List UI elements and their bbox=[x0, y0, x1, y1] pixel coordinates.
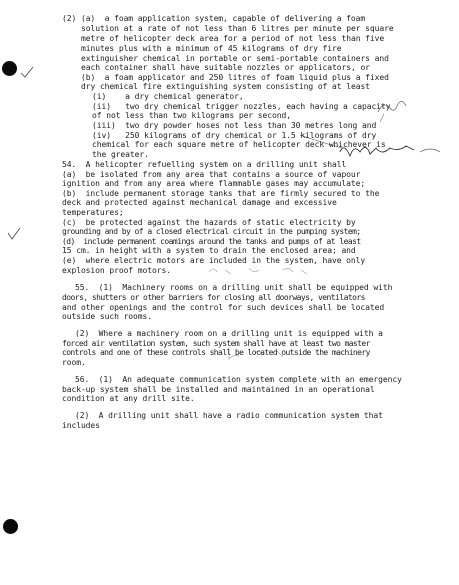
text-line: (i) a dry chemical generator, bbox=[92, 92, 244, 101]
text-line: each container shall have suitable nozzles or applicators, or bbox=[81, 63, 370, 72]
text-line: 54. A helicopter refuelling system on a drilling unit shall bbox=[62, 160, 347, 169]
text-line: condition at any drill site. bbox=[62, 394, 195, 403]
punch-hole-bottom bbox=[3, 519, 18, 534]
text-line: (e) where electric motors are included in the system, have only bbox=[62, 256, 366, 265]
text-line: forced air ventilation system, such system shall have at least two master bbox=[62, 339, 370, 348]
text-line: room. bbox=[62, 358, 86, 367]
text-line: metre of helicopter deck area for a period of not less than five bbox=[81, 34, 385, 43]
text-line: (b) a foam applicator and 250 litres of foam liquid plus a fixed bbox=[81, 73, 389, 82]
text-line: controls and one of these controls shall be located outside the machinery bbox=[62, 348, 370, 357]
text-line: (iv) 250 kilograms of dry chemical or 1.5 kilograms of dry bbox=[92, 131, 377, 140]
text-line: ignition and from any area where flammable gases may accumulate; bbox=[62, 179, 366, 188]
text-line: doors, shutters or other barriers for closing all doorways, ventilators bbox=[62, 293, 365, 302]
margin-check-mark-top bbox=[20, 66, 34, 80]
margin-check-mark-middle bbox=[7, 227, 21, 241]
text-line: (2) Where a machinery room on a drilling unit is equipped with a bbox=[75, 329, 383, 338]
text-line: temperatures; bbox=[62, 208, 124, 217]
text-line: back-up system shall be installed and maintained in an operational bbox=[62, 385, 375, 394]
punch-hole-top bbox=[2, 61, 17, 76]
text-line: solution at a rate of not less than 6 litres per minute per square bbox=[81, 24, 394, 33]
text-line: and other openings and the control for such devices shall be located bbox=[62, 303, 385, 312]
text-line: explosion proof motors. bbox=[62, 266, 171, 275]
text-line: chemical for each square metre of helicopter deck whichever is bbox=[92, 140, 386, 149]
text-line: dry chemical fire extinguishing system consisting of at least bbox=[81, 82, 370, 91]
text-line: includes bbox=[62, 421, 100, 430]
text-line: outside such rooms. bbox=[62, 312, 152, 321]
text-line: 56. (1) An adequate communication system complete with an emergency bbox=[75, 375, 402, 384]
text-line: 15 cm. in height with a system to drain the enclosed area; and bbox=[62, 246, 356, 255]
text-line: (d) include permanent coamings around the tanks and pumps of at least bbox=[62, 237, 361, 246]
text-line: (iii) two dry powder hoses not less than 30 metres long and bbox=[92, 121, 377, 130]
text-line: of not less than two kilograms per second, bbox=[92, 111, 291, 120]
text-line: (a) be isolated from any area that contains a source of vapour bbox=[62, 170, 361, 179]
text-line: 55. (1) Machinery rooms on a drilling unit shall be equipped with bbox=[75, 283, 393, 292]
text-line: (b) include permanent storage tanks that are firmly secured to the bbox=[62, 189, 380, 198]
text-line: (2) (a) a foam application system, capable of delivering a foam bbox=[62, 14, 366, 23]
text-line: the greater. bbox=[92, 150, 149, 159]
text-line: (ii) two dry chemical trigger nozzles, each having a capacity bbox=[92, 102, 391, 111]
text-line: minutes plus with a minimum of 45 kilograms of dry fire bbox=[81, 44, 342, 53]
text-line: (2) A drilling unit shall have a radio communication system that bbox=[75, 411, 383, 420]
text-line: extinguisher chemical in portable or semi-portable containers and bbox=[81, 54, 389, 63]
text-line: (c) be protected against the hazards of static electricity by bbox=[62, 218, 356, 227]
text-line: grounding and by of a closed electrical circuit in the pumping system; bbox=[62, 227, 361, 236]
text-line: deck and protected against mechanical damage and excessive bbox=[62, 198, 337, 207]
